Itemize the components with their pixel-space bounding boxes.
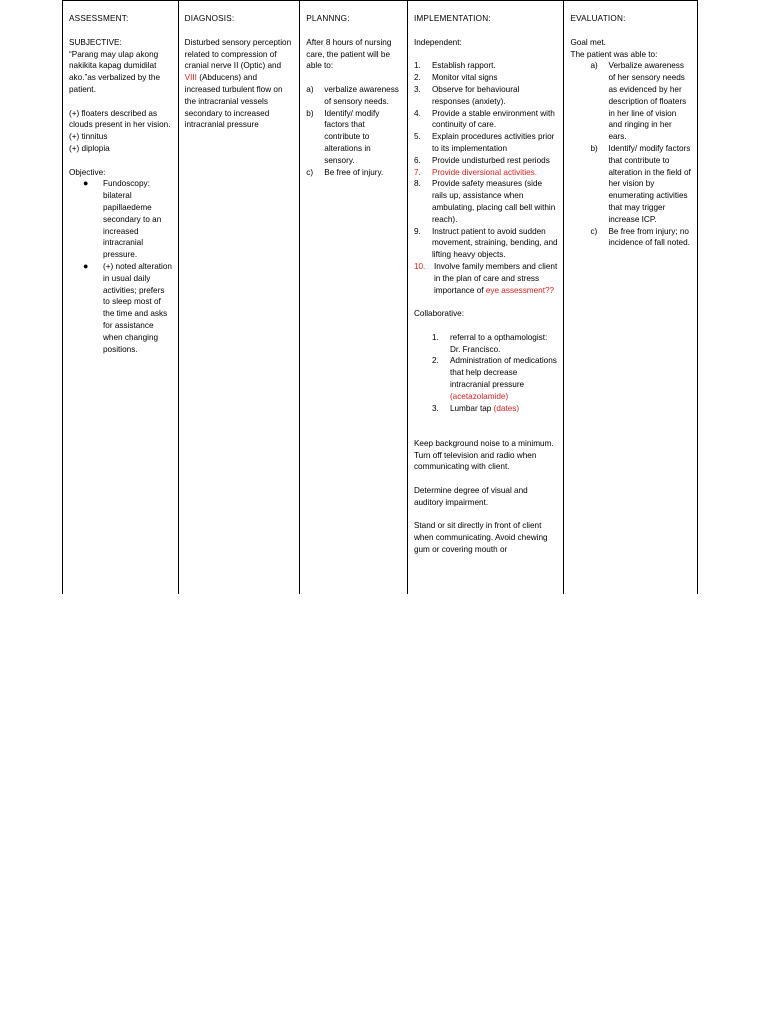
diagnosis-header: DIAGNOSIS: [184, 14, 235, 23]
care-plan-table [62, 0, 698, 594]
planning-goal: c) Be free of injury. [306, 167, 384, 177]
objective-label: Objective: [69, 167, 106, 177]
collaborative-item: 3. Lumbar tap (dates) [431, 403, 520, 413]
collaborative-item: 1. referral to a opthamologist: Dr. Francisco. [431, 332, 548, 354]
planning-goal: a) verbalize awareness of sensory needs. [306, 84, 399, 106]
subjective-quote: “Parang may ulap akong nakikita kapag dumidilat ako.”as verbalized by the patient. [69, 49, 161, 94]
intervention-item: 5. Explain procedures activities prior to its implementation [413, 132, 555, 153]
evaluation-result: a) Verbalize awareness of her sensory needs as evidenced by her description of floaters in her line of vision and ringing in her ears. [590, 61, 687, 142]
bullet-icon: ● [83, 260, 89, 271]
evaluation-column [564, 1, 697, 594]
intervention-item: 9. Instruct patient to avoid sudden movement, straining, bending, and lifting heavy objects. [413, 226, 558, 260]
evaluation-result: c) Be free from injury; no incidence of fall noted. [590, 226, 690, 248]
intervention-item: 10. Involve family members and client in the plan of care and stress importance of eye assessment?? [413, 261, 558, 295]
evaluation-result: b) Identify/ modify factors that contribute to alteration in the field of her vision by enumerating activities that may trigger increase ICP. [590, 143, 691, 224]
evaluation-status: Goal met. [570, 37, 606, 47]
implementation-paragraph: Keep background noise to a minimum. Turn off television and radio when communicating with client. [413, 438, 554, 472]
objective-item: ● (+) noted alteration in usual daily activities; prefers to sleep most of the time and asks for assistance when changing positions. [83, 260, 172, 354]
diagnosis-column [179, 1, 301, 594]
diagnosis-highlight: VIII [184, 73, 197, 83]
implementation-paragraph: Determine degree of visual and auditory impairment. [413, 486, 528, 507]
subjective-finding: (+) tinnitus [69, 132, 108, 142]
diagnosis-statement: Disturbed sensory perception related to compression of cranial nerve II (Optic) and VIII (Abducens) and increased turbulent flow on the intracranial vessels secondary to increased intracranial pressure [184, 37, 292, 130]
planning-header: PLANNNG: [306, 14, 350, 23]
intervention-item: 6. Provide undisturbed rest periods [413, 155, 550, 165]
planning-column [300, 1, 408, 594]
intervention-item: 4. Provide a stable environment with continuity of care. [413, 108, 555, 130]
subjective-finding: (+) floaters described as clouds present in her vision. [69, 108, 171, 130]
assessment-header: ASSESSMENT: [69, 14, 129, 23]
intervention-item: 7. Provide diversional activities. [413, 167, 538, 177]
bullet-icon: ● [83, 178, 89, 189]
subjective-label: SUBJECTIVE: [69, 37, 122, 47]
intervention-item: 3. Observe for behavioural responses (anxiety). [413, 84, 520, 106]
subjective-finding: (+) diplopia [69, 143, 110, 153]
implementation-column [408, 1, 565, 594]
evaluation-header: EVALUATION: [570, 14, 626, 23]
intervention-item: 8. Provide safety measures (side rails up, assistance when ambulating, placing call bell within reach). [413, 179, 556, 224]
planning-intro: After 8 hours of nursing care, the patient will be able to: [306, 37, 392, 71]
planning-goal: b) Identify/ modify factors that contribute to alterations in sensory. [306, 108, 380, 165]
independent-label: Independent: [413, 37, 462, 47]
objective-item: ● Fundoscopy: bilateral papillaedeme secondary to an increased intracranial pressure. [83, 178, 162, 260]
assessment-column [63, 1, 179, 594]
intervention-item: 2. Monitor vital signs [413, 73, 498, 83]
intervention-item: 1. Establish rapport. [413, 61, 496, 71]
collaborative-label: Collaborative: [413, 309, 464, 319]
implementation-paragraph: Stand or sit directly in front of client when communicating. Avoid chewing gum or covering mouth or [413, 521, 548, 555]
implementation-header: IMPLEMENTATION: [413, 14, 491, 23]
evaluation-intro: The patient was able to: [570, 49, 658, 59]
collaborative-item: 2. Administration of medications that help decrease intracranial pressure (acetazolamide) [431, 356, 557, 401]
